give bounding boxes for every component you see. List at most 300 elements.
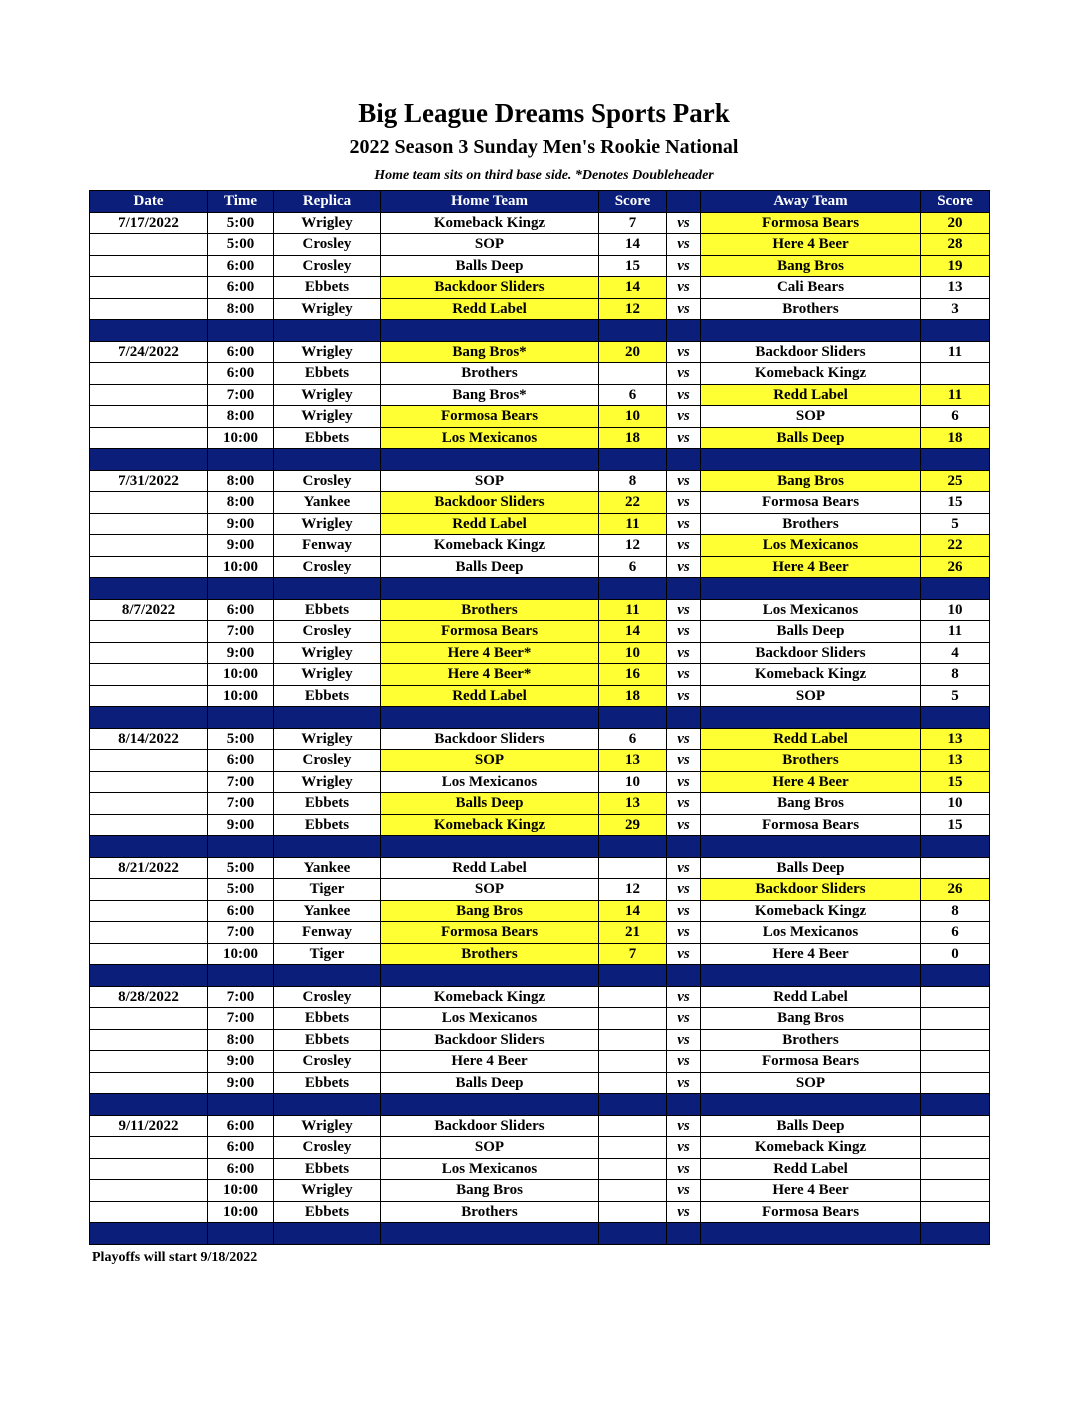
separator-cell bbox=[208, 707, 274, 729]
away-score bbox=[921, 1137, 990, 1159]
separator-cell bbox=[208, 449, 274, 471]
game-row bbox=[90, 1051, 990, 1073]
home-score bbox=[599, 1072, 667, 1094]
away-team: Here 4 Beer bbox=[701, 771, 921, 793]
away-team: Backdoor Sliders bbox=[701, 642, 921, 664]
separator-cell bbox=[90, 1223, 208, 1245]
home-score: 6 bbox=[599, 728, 667, 750]
home-score: 14 bbox=[599, 234, 667, 256]
vs-label: vs bbox=[667, 943, 701, 965]
away-team: SOP bbox=[701, 406, 921, 428]
game-time: 9:00 bbox=[208, 1051, 274, 1073]
home-team: Balls Deep bbox=[381, 793, 599, 815]
home-score: 18 bbox=[599, 427, 667, 449]
game-time: 8:00 bbox=[208, 492, 274, 514]
home-score: 11 bbox=[599, 599, 667, 621]
home-score: 20 bbox=[599, 341, 667, 363]
game-time: 7:00 bbox=[208, 922, 274, 944]
separator-cell bbox=[274, 1223, 381, 1245]
home-team: Brothers bbox=[381, 1201, 599, 1223]
away-score: 11 bbox=[921, 341, 990, 363]
separator-cell bbox=[599, 836, 667, 858]
separator-cell bbox=[381, 707, 599, 729]
header-home-score: Score bbox=[599, 191, 667, 213]
away-team: Backdoor Sliders bbox=[701, 879, 921, 901]
away-score bbox=[921, 857, 990, 879]
away-score: 3 bbox=[921, 298, 990, 320]
separator-cell bbox=[599, 578, 667, 600]
home-team: Bang Bros bbox=[381, 1180, 599, 1202]
home-score bbox=[599, 1051, 667, 1073]
game-time: 6:00 bbox=[208, 277, 274, 299]
game-date: 8/7/2022 bbox=[90, 599, 208, 621]
separator-cell bbox=[208, 836, 274, 858]
home-score bbox=[599, 1201, 667, 1223]
game-replica: Wrigley bbox=[274, 298, 381, 320]
home-team: Redd Label bbox=[381, 685, 599, 707]
away-team: Bang Bros bbox=[701, 1008, 921, 1030]
home-score: 10 bbox=[599, 771, 667, 793]
away-team: Brothers bbox=[701, 1029, 921, 1051]
separator-cell bbox=[921, 1223, 990, 1245]
home-score: 6 bbox=[599, 556, 667, 578]
separator-cell bbox=[90, 965, 208, 987]
game-row bbox=[90, 234, 990, 256]
away-score: 13 bbox=[921, 728, 990, 750]
game-row bbox=[90, 1115, 990, 1137]
vs-label: vs bbox=[667, 277, 701, 299]
game-replica: Wrigley bbox=[274, 384, 381, 406]
home-team: Bang Bros* bbox=[381, 341, 599, 363]
home-team: Komeback Kingz bbox=[381, 814, 599, 836]
home-team: Los Mexicanos bbox=[381, 1158, 599, 1180]
game-replica: Wrigley bbox=[274, 406, 381, 428]
game-row bbox=[90, 1180, 990, 1202]
away-score: 5 bbox=[921, 513, 990, 535]
away-score: 8 bbox=[921, 900, 990, 922]
game-replica: Wrigley bbox=[274, 728, 381, 750]
separator-cell bbox=[921, 320, 990, 342]
away-team: Komeback Kingz bbox=[701, 363, 921, 385]
vs-label: vs bbox=[667, 793, 701, 815]
vs-label: vs bbox=[667, 1051, 701, 1073]
week-separator bbox=[90, 836, 990, 858]
separator-cell bbox=[701, 1223, 921, 1245]
separator-cell bbox=[208, 578, 274, 600]
game-date bbox=[90, 814, 208, 836]
game-replica: Fenway bbox=[274, 535, 381, 557]
game-time: 9:00 bbox=[208, 814, 274, 836]
week-separator bbox=[90, 578, 990, 600]
game-time: 8:00 bbox=[208, 470, 274, 492]
away-team: Balls Deep bbox=[701, 427, 921, 449]
game-replica: Crosley bbox=[274, 234, 381, 256]
game-row bbox=[90, 535, 990, 557]
game-row bbox=[90, 814, 990, 836]
game-time: 8:00 bbox=[208, 1029, 274, 1051]
vs-label: vs bbox=[667, 685, 701, 707]
game-date bbox=[90, 384, 208, 406]
game-time: 5:00 bbox=[208, 728, 274, 750]
separator-cell bbox=[208, 965, 274, 987]
game-time: 7:00 bbox=[208, 771, 274, 793]
separator-cell bbox=[90, 707, 208, 729]
game-date bbox=[90, 1158, 208, 1180]
game-time: 6:00 bbox=[208, 363, 274, 385]
vs-label: vs bbox=[667, 1008, 701, 1030]
home-score bbox=[599, 986, 667, 1008]
game-replica: Ebbets bbox=[274, 277, 381, 299]
game-date bbox=[90, 556, 208, 578]
home-score: 6 bbox=[599, 384, 667, 406]
game-replica: Wrigley bbox=[274, 1180, 381, 1202]
game-row bbox=[90, 384, 990, 406]
separator-cell bbox=[701, 707, 921, 729]
schedule-note: Home team sits on third base side. *Denotes Doubleheader bbox=[374, 168, 714, 183]
game-time: 10:00 bbox=[208, 427, 274, 449]
game-replica: Tiger bbox=[274, 879, 381, 901]
home-score bbox=[599, 1008, 667, 1030]
home-team: Backdoor Sliders bbox=[381, 492, 599, 514]
game-date: 8/21/2022 bbox=[90, 857, 208, 879]
game-replica: Ebbets bbox=[274, 599, 381, 621]
separator-cell bbox=[599, 449, 667, 471]
game-row bbox=[90, 642, 990, 664]
game-date bbox=[90, 513, 208, 535]
game-row bbox=[90, 277, 990, 299]
game-date bbox=[90, 1051, 208, 1073]
home-score bbox=[599, 857, 667, 879]
home-score: 15 bbox=[599, 255, 667, 277]
separator-cell bbox=[90, 320, 208, 342]
game-row bbox=[90, 900, 990, 922]
game-time: 10:00 bbox=[208, 685, 274, 707]
home-team: Los Mexicanos bbox=[381, 771, 599, 793]
game-row bbox=[90, 470, 990, 492]
home-team: Komeback Kingz bbox=[381, 986, 599, 1008]
separator-cell bbox=[90, 578, 208, 600]
vs-label: vs bbox=[667, 642, 701, 664]
home-score: 16 bbox=[599, 664, 667, 686]
game-replica: Crosley bbox=[274, 1051, 381, 1073]
away-score bbox=[921, 363, 990, 385]
separator-cell bbox=[667, 707, 701, 729]
separator-cell bbox=[701, 320, 921, 342]
home-team: Backdoor Sliders bbox=[381, 277, 599, 299]
game-date: 7/31/2022 bbox=[90, 470, 208, 492]
game-replica: Crosley bbox=[274, 621, 381, 643]
away-team: Bang Bros bbox=[701, 470, 921, 492]
home-team: Bang Bros* bbox=[381, 384, 599, 406]
away-score bbox=[921, 1158, 990, 1180]
away-team: Bang Bros bbox=[701, 255, 921, 277]
separator-cell bbox=[274, 1094, 381, 1116]
separator-cell bbox=[667, 449, 701, 471]
game-time: 8:00 bbox=[208, 406, 274, 428]
schedule-body bbox=[90, 212, 990, 1244]
game-row bbox=[90, 922, 990, 944]
game-row bbox=[90, 664, 990, 686]
home-team: SOP bbox=[381, 879, 599, 901]
game-replica: Crosley bbox=[274, 470, 381, 492]
home-team: Backdoor Sliders bbox=[381, 1029, 599, 1051]
home-score: 14 bbox=[599, 900, 667, 922]
game-row bbox=[90, 255, 990, 277]
away-team: Balls Deep bbox=[701, 621, 921, 643]
vs-label: vs bbox=[667, 1201, 701, 1223]
game-date bbox=[90, 664, 208, 686]
away-score: 19 bbox=[921, 255, 990, 277]
game-row bbox=[90, 1072, 990, 1094]
vs-label: vs bbox=[667, 427, 701, 449]
game-date bbox=[90, 685, 208, 707]
home-team: Formosa Bears bbox=[381, 621, 599, 643]
separator-cell bbox=[90, 1094, 208, 1116]
separator-cell bbox=[701, 578, 921, 600]
away-team: Redd Label bbox=[701, 728, 921, 750]
game-replica: Crosley bbox=[274, 556, 381, 578]
game-replica: Ebbets bbox=[274, 1072, 381, 1094]
separator-cell bbox=[667, 1223, 701, 1245]
game-date bbox=[90, 1008, 208, 1030]
separator-cell bbox=[921, 836, 990, 858]
game-row bbox=[90, 363, 990, 385]
game-date: 8/28/2022 bbox=[90, 986, 208, 1008]
separator-cell bbox=[701, 449, 921, 471]
game-row bbox=[90, 1137, 990, 1159]
game-date bbox=[90, 793, 208, 815]
game-replica: Crosley bbox=[274, 986, 381, 1008]
away-team: Komeback Kingz bbox=[701, 900, 921, 922]
game-date bbox=[90, 771, 208, 793]
page-title: Big League Dreams Sports Park bbox=[358, 98, 730, 128]
away-score bbox=[921, 1072, 990, 1094]
game-row bbox=[90, 771, 990, 793]
game-time: 9:00 bbox=[208, 535, 274, 557]
home-score: 10 bbox=[599, 642, 667, 664]
game-row bbox=[90, 728, 990, 750]
home-team: Redd Label bbox=[381, 298, 599, 320]
home-score: 7 bbox=[599, 212, 667, 234]
separator-cell bbox=[701, 836, 921, 858]
header-vs bbox=[667, 191, 701, 213]
game-time: 9:00 bbox=[208, 642, 274, 664]
vs-label: vs bbox=[667, 513, 701, 535]
vs-label: vs bbox=[667, 621, 701, 643]
game-time: 6:00 bbox=[208, 599, 274, 621]
home-score: 12 bbox=[599, 879, 667, 901]
vs-label: vs bbox=[667, 1158, 701, 1180]
game-replica: Yankee bbox=[274, 857, 381, 879]
separator-cell bbox=[274, 449, 381, 471]
away-score: 10 bbox=[921, 793, 990, 815]
game-row bbox=[90, 599, 990, 621]
away-score: 20 bbox=[921, 212, 990, 234]
game-time: 5:00 bbox=[208, 234, 274, 256]
vs-label: vs bbox=[667, 384, 701, 406]
away-team: Formosa Bears bbox=[701, 212, 921, 234]
game-time: 8:00 bbox=[208, 298, 274, 320]
separator-cell bbox=[701, 965, 921, 987]
home-team: Los Mexicanos bbox=[381, 1008, 599, 1030]
game-replica: Tiger bbox=[274, 943, 381, 965]
home-score bbox=[599, 363, 667, 385]
home-team: SOP bbox=[381, 470, 599, 492]
away-team: Brothers bbox=[701, 513, 921, 535]
home-score: 14 bbox=[599, 621, 667, 643]
away-team: Cali Bears bbox=[701, 277, 921, 299]
away-score: 28 bbox=[921, 234, 990, 256]
home-score: 7 bbox=[599, 943, 667, 965]
separator-cell bbox=[381, 836, 599, 858]
game-replica: Wrigley bbox=[274, 664, 381, 686]
vs-label: vs bbox=[667, 664, 701, 686]
game-replica: Ebbets bbox=[274, 363, 381, 385]
away-team: Brothers bbox=[701, 298, 921, 320]
home-team: Here 4 Beer* bbox=[381, 642, 599, 664]
game-date bbox=[90, 642, 208, 664]
vs-label: vs bbox=[667, 1180, 701, 1202]
home-team: Backdoor Sliders bbox=[381, 1115, 599, 1137]
home-team: SOP bbox=[381, 234, 599, 256]
game-date: 8/14/2022 bbox=[90, 728, 208, 750]
home-team: Redd Label bbox=[381, 857, 599, 879]
game-replica: Wrigley bbox=[274, 513, 381, 535]
game-row bbox=[90, 1158, 990, 1180]
away-score: 15 bbox=[921, 771, 990, 793]
away-score: 18 bbox=[921, 427, 990, 449]
game-replica: Ebbets bbox=[274, 685, 381, 707]
week-separator bbox=[90, 707, 990, 729]
away-score bbox=[921, 1201, 990, 1223]
game-replica: Wrigley bbox=[274, 771, 381, 793]
game-replica: Yankee bbox=[274, 492, 381, 514]
home-score bbox=[599, 1137, 667, 1159]
separator-cell bbox=[381, 578, 599, 600]
game-date bbox=[90, 492, 208, 514]
game-time: 6:00 bbox=[208, 1115, 274, 1137]
away-team: Redd Label bbox=[701, 986, 921, 1008]
separator-cell bbox=[208, 320, 274, 342]
separator-cell bbox=[921, 449, 990, 471]
away-team: Komeback Kingz bbox=[701, 664, 921, 686]
game-replica: Wrigley bbox=[274, 642, 381, 664]
header-away-score: Score bbox=[921, 191, 990, 213]
home-score: 29 bbox=[599, 814, 667, 836]
separator-cell bbox=[208, 1094, 274, 1116]
separator-cell bbox=[667, 965, 701, 987]
game-row bbox=[90, 298, 990, 320]
home-team: Backdoor Sliders bbox=[381, 728, 599, 750]
separator-cell bbox=[667, 1094, 701, 1116]
away-score: 0 bbox=[921, 943, 990, 965]
separator-cell bbox=[667, 578, 701, 600]
separator-cell bbox=[381, 320, 599, 342]
home-team: Los Mexicanos bbox=[381, 427, 599, 449]
away-score bbox=[921, 1008, 990, 1030]
away-score: 15 bbox=[921, 492, 990, 514]
away-score: 26 bbox=[921, 879, 990, 901]
game-time: 6:00 bbox=[208, 900, 274, 922]
game-row bbox=[90, 492, 990, 514]
game-replica: Wrigley bbox=[274, 1115, 381, 1137]
game-date bbox=[90, 363, 208, 385]
separator-cell bbox=[599, 1094, 667, 1116]
home-team: Formosa Bears bbox=[381, 406, 599, 428]
vs-label: vs bbox=[667, 922, 701, 944]
game-row bbox=[90, 1008, 990, 1030]
vs-label: vs bbox=[667, 900, 701, 922]
away-team: Formosa Bears bbox=[701, 1201, 921, 1223]
away-team: Bang Bros bbox=[701, 793, 921, 815]
playoffs-note: Playoffs will start 9/18/2022 bbox=[92, 1250, 258, 1265]
vs-label: vs bbox=[667, 535, 701, 557]
vs-label: vs bbox=[667, 728, 701, 750]
game-time: 6:00 bbox=[208, 1137, 274, 1159]
vs-label: vs bbox=[667, 814, 701, 836]
vs-label: vs bbox=[667, 255, 701, 277]
away-score: 4 bbox=[921, 642, 990, 664]
away-score: 8 bbox=[921, 664, 990, 686]
game-replica: Yankee bbox=[274, 900, 381, 922]
home-score: 8 bbox=[599, 470, 667, 492]
game-date bbox=[90, 750, 208, 772]
away-score: 11 bbox=[921, 621, 990, 643]
game-row bbox=[90, 556, 990, 578]
home-team: Here 4 Beer bbox=[381, 1051, 599, 1073]
away-score: 6 bbox=[921, 406, 990, 428]
game-time: 10:00 bbox=[208, 556, 274, 578]
week-separator bbox=[90, 1223, 990, 1245]
home-team: Formosa Bears bbox=[381, 922, 599, 944]
away-team: Los Mexicanos bbox=[701, 599, 921, 621]
game-time: 7:00 bbox=[208, 793, 274, 815]
away-score bbox=[921, 1180, 990, 1202]
game-date bbox=[90, 277, 208, 299]
game-row bbox=[90, 879, 990, 901]
home-score bbox=[599, 1115, 667, 1137]
header-time: Time bbox=[208, 191, 274, 213]
away-team: Formosa Bears bbox=[701, 492, 921, 514]
home-score: 13 bbox=[599, 750, 667, 772]
header-home-team: Home Team bbox=[381, 191, 599, 213]
separator-cell bbox=[921, 707, 990, 729]
vs-label: vs bbox=[667, 1072, 701, 1094]
game-date: 9/11/2022 bbox=[90, 1115, 208, 1137]
game-date bbox=[90, 1180, 208, 1202]
game-date bbox=[90, 1029, 208, 1051]
separator-cell bbox=[274, 707, 381, 729]
game-row bbox=[90, 793, 990, 815]
home-score: 18 bbox=[599, 685, 667, 707]
home-team: Balls Deep bbox=[381, 255, 599, 277]
home-score: 22 bbox=[599, 492, 667, 514]
away-score: 5 bbox=[921, 685, 990, 707]
game-replica: Ebbets bbox=[274, 814, 381, 836]
vs-label: vs bbox=[667, 1115, 701, 1137]
home-team: Brothers bbox=[381, 943, 599, 965]
separator-cell bbox=[599, 965, 667, 987]
away-score bbox=[921, 1115, 990, 1137]
home-score: 21 bbox=[599, 922, 667, 944]
home-score: 13 bbox=[599, 793, 667, 815]
game-row bbox=[90, 1029, 990, 1051]
away-team: Here 4 Beer bbox=[701, 943, 921, 965]
away-team: Redd Label bbox=[701, 1158, 921, 1180]
game-replica: Ebbets bbox=[274, 427, 381, 449]
vs-label: vs bbox=[667, 406, 701, 428]
away-score: 15 bbox=[921, 814, 990, 836]
